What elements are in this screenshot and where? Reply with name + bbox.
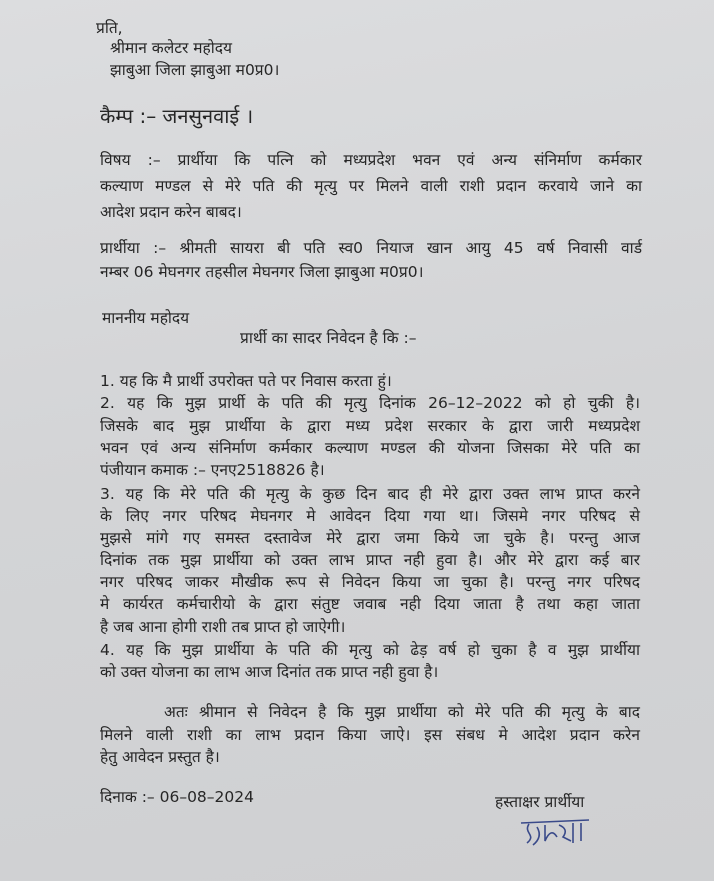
applicant-line: नम्बर 06 मेघनगर तहसील मेघनगर जिला झाबुआ म0प्र0। (100, 263, 424, 281)
body-line: मुझसे मांगे गए समस्त दस्तावेज मेरे द्वारा जमा किये जा चुके है। परन्तु आज (100, 529, 640, 547)
request-line: मिलने वाली राशी का लाभ प्रदान किया जाऐ। इस संबध मे आदेश प्रदान करेन (100, 726, 640, 744)
signature (515, 815, 595, 851)
body-line: नगर परिषद जाकर मौखीक रूप से निवेदन किया जा चुका है। परन्तु नगर परिषद (100, 573, 640, 591)
signature-label: हस्ताक्षर प्रार्थीया (495, 793, 585, 811)
subject-line: आदेश प्रदान करेन बाबद। (100, 203, 242, 221)
request-line: हेतु आवेदन प्रस्तुत है। (100, 748, 220, 766)
body-line: 3. यह कि मेरे पति की मृत्यु के कुछ दिन बाद ही मेरे द्वारा उक्त लाभ प्राप्त करने (100, 485, 640, 503)
body-line: जिसके बाद मुझ प्रार्थीया के द्वारा मध्य प्रदेश सरकार के द्वारा जारी मध्यप्रदेश (100, 417, 640, 435)
body-line: दिनांक तक मुझ प्रार्थीया को उक्त लाभ प्राप्त नही हुवा है। और मेरे द्वारा कई बार (100, 551, 640, 569)
body-line: 2. यह कि मुझ प्रार्थी के पति की मृत्यु दिनांक 26–12–2022 को हो चुकी है। (100, 394, 640, 412)
date: दिनाक :– 06–08–2024 (100, 788, 254, 806)
body-line: है जब आना होगी राशी तब प्राप्त हो जाऐगी। (100, 618, 346, 636)
body-line: मे कार्यरत कर्मचारीयो के द्वारा संतुष्ट जवाब नही दिया जाता है तथा कहा जाता (100, 595, 640, 613)
salutation: माननीय महोदय (102, 309, 190, 327)
body-line: के लिए नगर परिषद मेघनगर मे आवेदन दिया गया था। जिसमे नगर परिषद से (100, 507, 640, 525)
body-line: 1. यह कि मै प्रार्थी उपरोक्त पते पर निवास करता हुं। (100, 372, 392, 390)
address-line-1: श्रीमान कलेटर महोदय (110, 39, 233, 57)
body-line: 4. यह कि मुझ प्रार्थीया के पति की मृत्यु को ढेड़ वर्ष हो चुका है व मुझ प्रार्थीया (100, 641, 640, 659)
request-line: अतः श्रीमान से निवेदन है कि मुझ प्रार्थीया को मेरे पति की मृत्यु के बाद (164, 703, 640, 721)
subject-line: कल्याण मण्डल से मेरे पति की मृत्यु पर मिलने वाली राशी प्रदान करवाये जाने का (100, 177, 642, 195)
address-line-2: झाबुआ जिला झाबुआ म0प्र0। (110, 61, 280, 79)
intro: प्रार्थी का सादर निवेदन है कि :– (240, 329, 417, 347)
camp-heading: कैम्प :– जनसुनवाई । (100, 104, 254, 128)
body-line: भवन एवं अन्य संनिर्माण कर्मकार कल्याण मण्डल की योजना जिसका मेरे पति का (100, 439, 640, 457)
subject-line: विषय :– प्रार्थीया कि पत्नि को मध्यप्रदेश भवन एवं अन्य संनिर्माण कर्मकार (100, 151, 642, 169)
applicant-line: प्रार्थीया :– श्रीमती सायरा बी पति स्व0 नियाज खान आयु 45 वर्ष निवासी वार्ड (100, 239, 642, 257)
body-line: पंजीयान कमाक :– एनए2518826 है। (100, 461, 325, 479)
address-to: प्रति, (96, 19, 123, 37)
body-line: को उक्त योजना का लाभ आज दिनांत तक प्राप्त नही हुवा है। (100, 663, 439, 681)
